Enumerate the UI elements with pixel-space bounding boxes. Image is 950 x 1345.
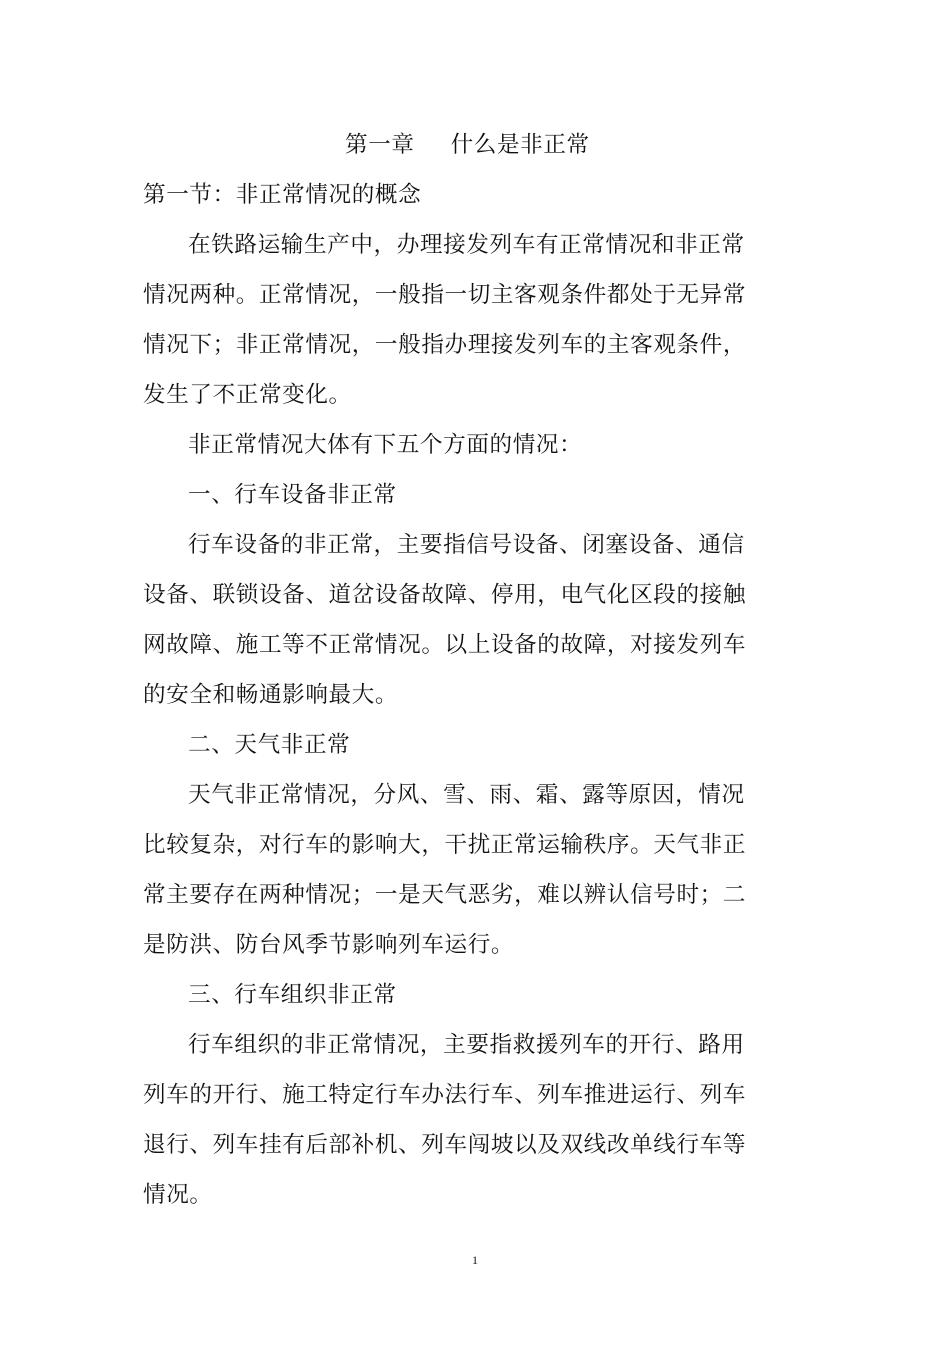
body-line: 常主要存在两种情况；一是天气恶劣，难以辨认信号时；二	[143, 882, 747, 908]
body-line: 在铁路运输生产中，办理接发列车有正常情况和非正常	[188, 232, 745, 258]
subsection-heading: 一、行车设备非正常	[188, 482, 397, 508]
chapter-label: 第一章	[345, 132, 415, 158]
body-line: 设备、联锁设备、道岔设备故障、停用，电气化区段的接触	[143, 582, 747, 608]
subsection-heading: 三、行车组织非正常	[188, 982, 397, 1008]
body-line: 非正常情况大体有下五个方面的情况：	[188, 432, 583, 458]
body-line: 的安全和畅通影响最大。	[143, 682, 399, 708]
body-line: 行车设备的非正常，主要指信号设备、闭塞设备、通信	[188, 532, 745, 558]
body-line: 退行、列车挂有后部补机、列车闯坡以及双线改单线行车等	[143, 1132, 747, 1158]
body-line: 情况两种。正常情况，一般指一切主客观条件都处于无异常	[143, 282, 747, 308]
subsection-heading: 二、天气非正常	[188, 732, 351, 758]
body-line: 情况下；非正常情况，一般指办理接发列车的主客观条件，	[143, 332, 747, 358]
body-line: 比较复杂，对行车的影响大，干扰正常运输秩序。天气非正	[143, 832, 747, 858]
chapter-name: 什么是非正常	[450, 132, 590, 158]
body-line: 是防洪、防台风季节影响列车运行。	[143, 932, 515, 958]
section-heading: 第一节：非正常情况的概念	[143, 182, 422, 208]
body-line: 列车的开行、施工特定行车办法行车、列车推进运行、列车	[143, 1082, 747, 1108]
page-number: 1	[472, 1253, 478, 1267]
chapter-title	[345, 130, 590, 160]
body-line: 发生了不正常变化。	[143, 382, 352, 408]
body-line: 行车组织的非正常情况，主要指救援列车的开行、路用	[188, 1032, 745, 1058]
body-line: 天气非正常情况，分风、雪、雨、霜、露等原因，情况	[188, 782, 745, 808]
body-line: 情况。	[143, 1182, 213, 1208]
body-line: 网故障、施工等不正常情况。以上设备的故障，对接发列车	[143, 632, 747, 658]
